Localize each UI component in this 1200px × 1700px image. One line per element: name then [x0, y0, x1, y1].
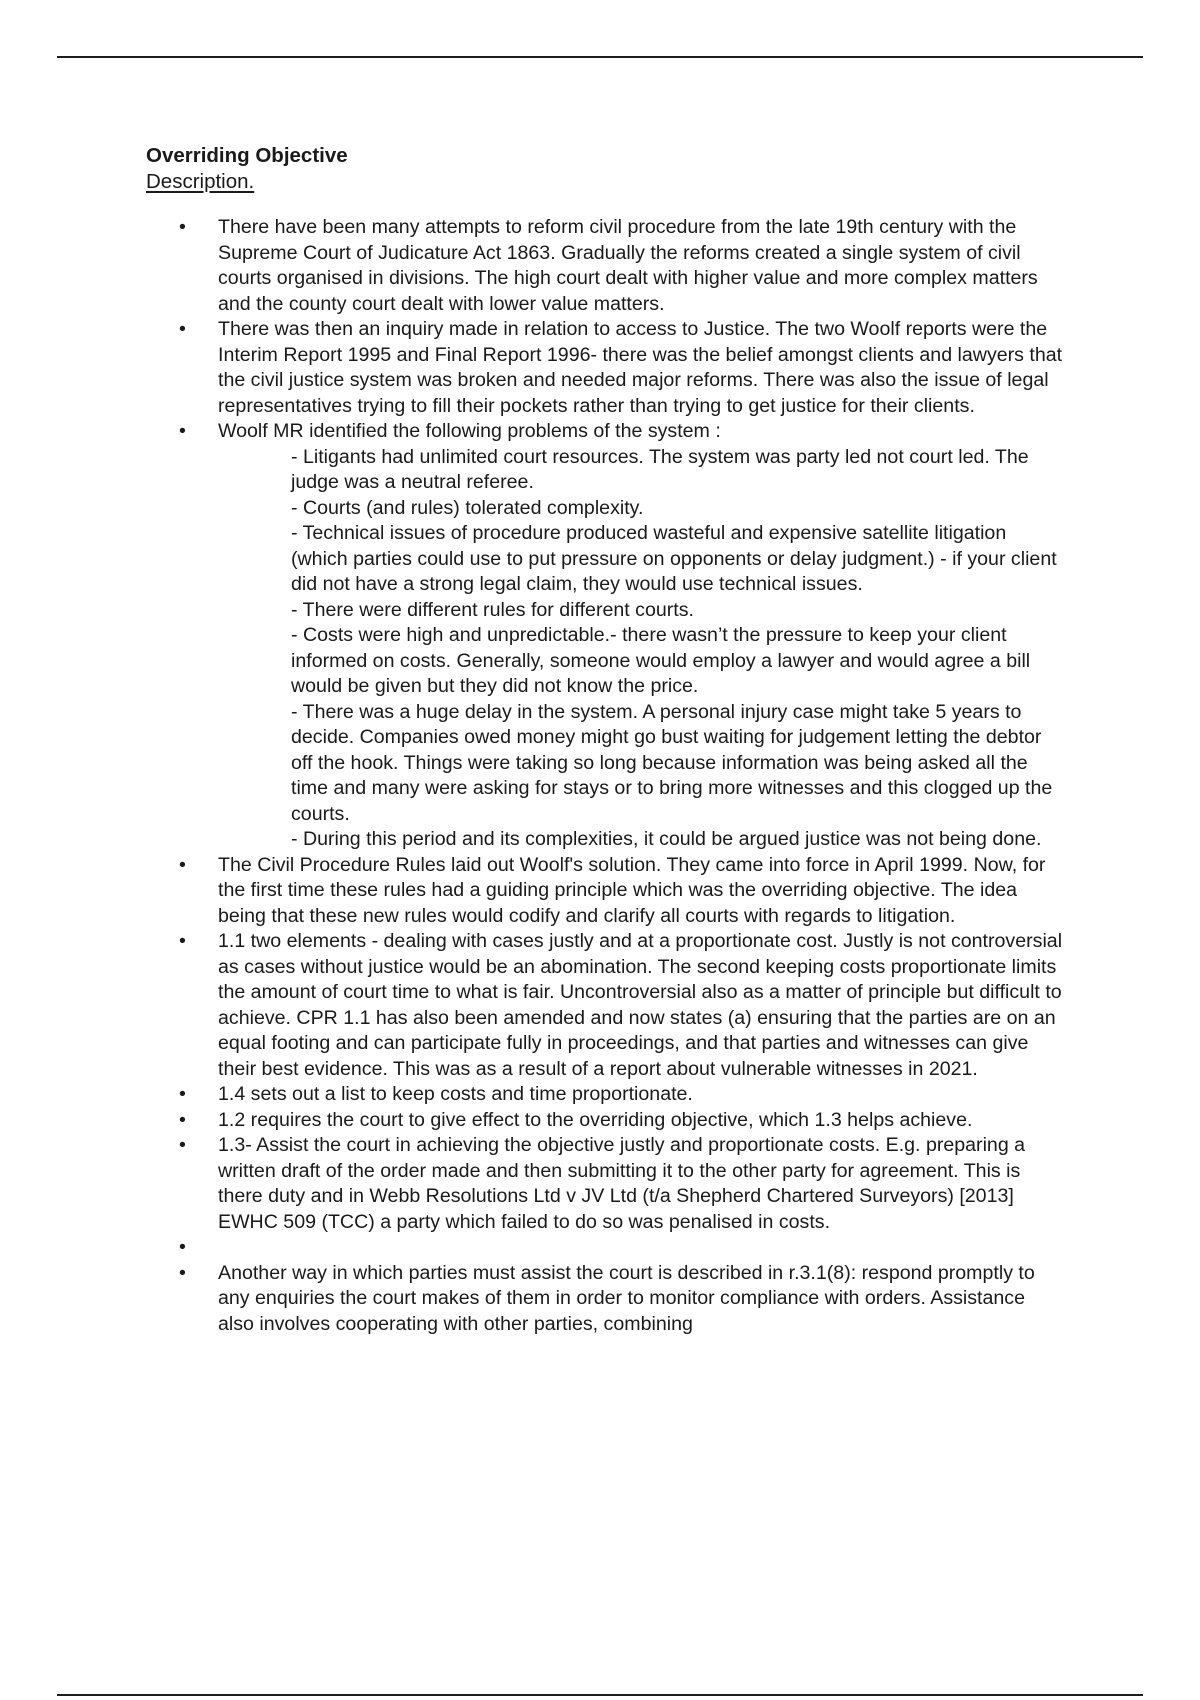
- list-item: [146, 317, 1066, 419]
- list-item-text: 1.2 requires the court to give effect to the overriding objective, which 1.3 helps achieve.: [218, 1108, 973, 1131]
- list-item-text: 1.3- Assist the court in achieving the objective justly and proportionate costs. E.g. preparing a written draft of the order made and then submitting it to the other party for agreement. This is there duty and in Webb Resolutions Ltd v JV Ltd (t/a Shepherd Chartered Surveyors) [2013] EWHC 509 (TCC) a party which failed to do so was penalised in costs.: [218, 1134, 1026, 1233]
- bullet-icon: •: [179, 216, 186, 238]
- list-item: [146, 1133, 1066, 1235]
- sub-item: - Litigants had unlimited court resources. The system was party led not court led. The judge was a neutral referee.: [291, 445, 1029, 493]
- bullet-icon: •: [179, 1236, 186, 1258]
- document-subheading: Description.: [146, 170, 255, 193]
- problems-sublist: [291, 445, 1066, 853]
- bullet-icon: •: [179, 1083, 186, 1105]
- sub-item: - Technical issues of procedure produced wasteful and expensive satellite litigation (which parties could use to put pressure on opponents or delay judgment.) - if your client did not have a strong legal claim, they would use technical issues.: [291, 522, 1057, 595]
- list-item-empty: [146, 1235, 1066, 1261]
- list-item-text: Woolf MR identified the following problems of the system :: [218, 420, 721, 442]
- bullet-icon: •: [179, 1261, 186, 1284]
- list-item-text: There have been many attempts to reform civil procedure from the late 19th century with the Supreme Court of Judicature Act 1863. Gradually the reforms created a single system of civil courts organised in divisions. The high court dealt with higher value and more complex matters and the county court dealt with lower value matters.: [218, 216, 1038, 315]
- bullet-icon: •: [179, 1134, 186, 1156]
- list-item: [146, 1082, 1066, 1108]
- list-item: [146, 1261, 1066, 1338]
- sub-item: - During this period and its complexities, it could be argued justice was not being done.: [291, 828, 1042, 850]
- list-item: [146, 929, 1066, 1082]
- list-item: [146, 853, 1066, 930]
- list-item: [146, 215, 1066, 317]
- document-heading: Overriding Objective: [146, 144, 348, 167]
- sub-item: - Costs were high and unpredictable.- there wasn’t the pressure to keep your client informed on costs. Generally, someone would employ a lawyer and would agree a bill would be given but they did not know the price.: [291, 624, 1031, 697]
- sub-item: - There was a huge delay in the system. A personal injury case might take 5 years to decide. Companies owed money might go bust waiting for judgement letting the debtor off the hook. Things were taking so long because information was being asked all the time and many were asking for stays or to bring more witnesses and this clogged up the courts.: [291, 700, 1053, 825]
- bullet-icon: •: [179, 930, 186, 952]
- list-item-text: There was then an inquiry made in relation to access to Justice. The two Woolf reports were the Interim Report 1995 and Final Report 1996- there was the belief amongst clients and lawyers that the civil justice system was broken and needed major reforms. There was also the issue of legal representatives trying to fill their pockets rather than trying to get justice for their clients.: [218, 318, 1063, 417]
- bullet-icon: •: [179, 1108, 186, 1131]
- footer-rule: [57, 1694, 1143, 1696]
- list-item-text: 1.1 two elements - dealing with cases justly and at a proportionate cost. Justly is not controversial as cases without justice would be an abomination. The second keeping costs proportionate limits the amount of court time to what is fair. Uncontroversial also as a matter of principle but difficult to achieve. CPR 1.1 has also been amended and now states (a) ensuring that the parties are on an equal footing and can participate fully in proceedings, and that parties and witnesses can give their best evidence. This was as a result of a report about vulnerable witnesses in 2021.: [218, 930, 1063, 1080]
- list-item-text: 1.4 sets out a list to keep costs and time proportionate.: [218, 1083, 693, 1105]
- bullet-icon: •: [179, 420, 186, 442]
- list-item: [146, 1108, 1066, 1134]
- sub-item: - Courts (and rules) tolerated complexity.: [291, 496, 644, 519]
- bullet-list: [146, 215, 1066, 1337]
- list-item-text: The Civil Procedure Rules laid out Woolf's solution. They came into force in April 1999. Now, for the first time these rules had a guiding principle which was the overriding objective. The idea being that these new rules would codify and clarify all courts with regards to litigation.: [218, 853, 1046, 927]
- header-rule: [57, 56, 1143, 58]
- sub-item: - There were different rules for different courts.: [291, 598, 694, 621]
- bullet-icon: •: [179, 318, 186, 340]
- document-body: [146, 143, 1066, 1337]
- list-item-text: Another way in which parties must assist the court is described in r.3.1(8): respond promptly to any enquiries the court makes of them in order to monitor compliance with orders. Assistance also involves cooperating with other parties, combining: [218, 1261, 1035, 1335]
- bullet-icon: •: [179, 853, 186, 876]
- list-item: [146, 419, 1066, 853]
